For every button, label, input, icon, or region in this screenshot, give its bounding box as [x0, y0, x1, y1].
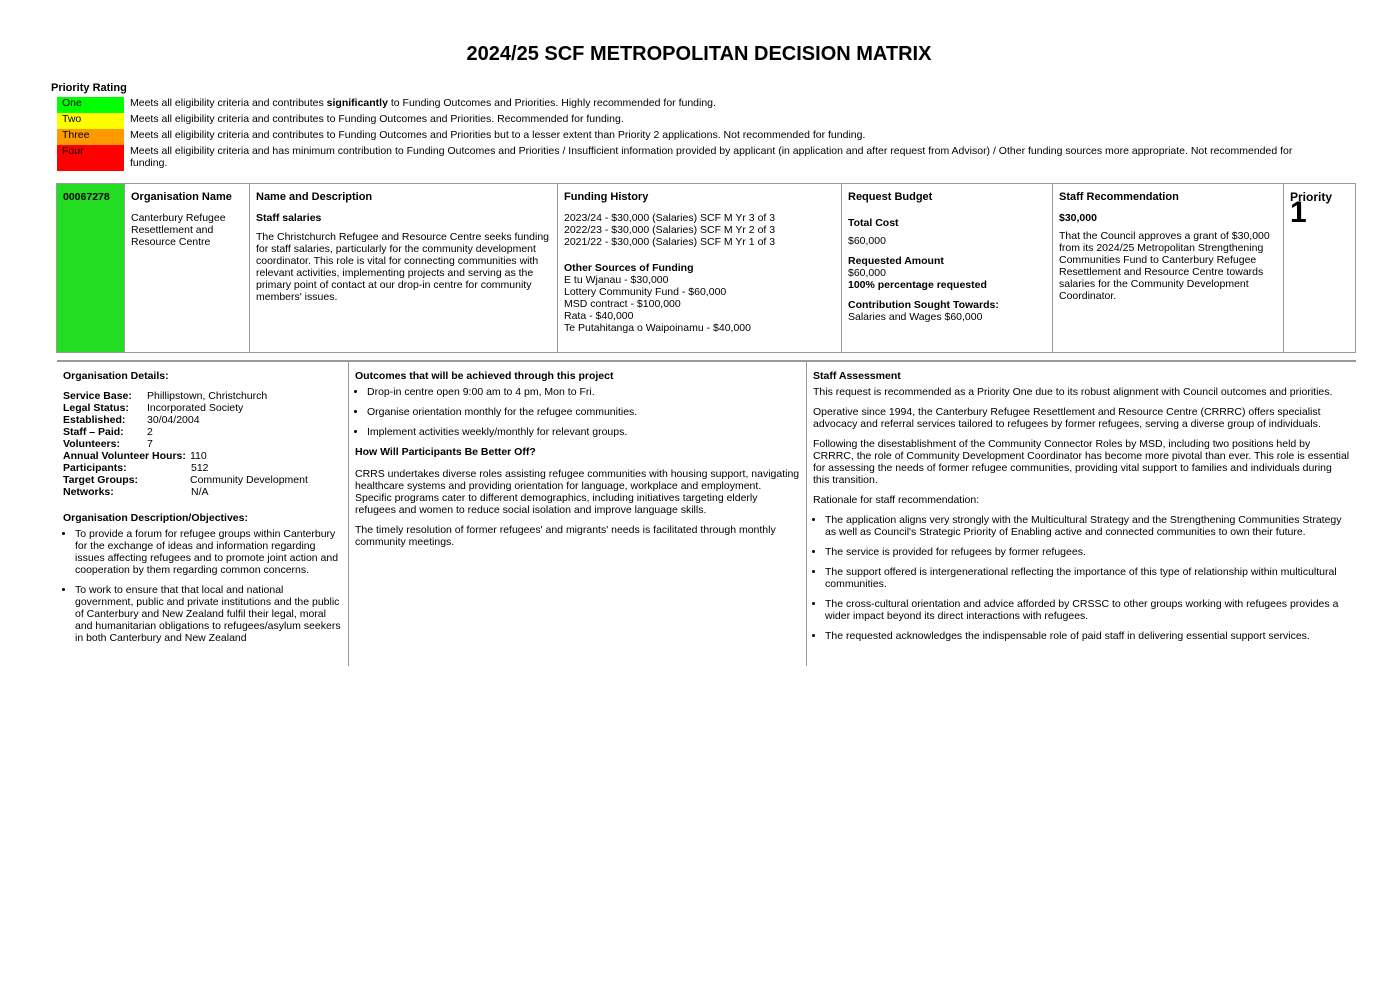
request-budget-cell	[842, 184, 1053, 353]
detail-label: Volunteers:	[63, 438, 120, 450]
detail-value: Incorporated Society	[147, 402, 244, 414]
staff-recommendation-cell	[1053, 184, 1284, 353]
objectives-list	[63, 528, 342, 644]
other-source-item: Te Putahitanga o Waipoinamu - $40,000	[564, 322, 751, 334]
detail-value: Community Development	[190, 474, 308, 486]
detail-label: Staff – Paid:	[63, 426, 124, 438]
recommendation-text: That the Council approves a grant of $30,000 from its 2024/25 Metropolitan Strengthening Communities Fund to Canterbury Refugee Resettlement and Resource Centre towards salaries for the Community Development Coordinator.	[1059, 230, 1270, 302]
requested-amount-label: Requested Amount	[848, 255, 944, 267]
detail-value: 2	[147, 426, 153, 438]
description-text: Meets all eligibility criteria and contributes to Funding Outcomes and Priorities but to a lesser extent than Priority 2 applications. Not recommended for funding.	[130, 129, 866, 141]
objective-item: • To provide a forum for refugee groups within Canterbury for the exchange of ideas and information regarding issues affecting refugees and to promote joint action and cooperation by them regarding common concerns.	[75, 528, 342, 576]
other-sources-heading: Other Sources of Funding	[564, 262, 694, 274]
application-row	[56, 183, 1356, 353]
name-description-cell	[250, 184, 558, 353]
priority-rating-legend	[57, 97, 1317, 171]
assessment-bullet: • The support offered is intergenerational reflecting the importance of this type of relationship within multicultural communities.	[825, 566, 1350, 590]
priority-value: 1	[1290, 196, 1307, 229]
detail-label: Participants:	[63, 462, 127, 474]
other-sources-list	[564, 274, 835, 334]
detail-value: N/A	[191, 486, 209, 498]
detail-value: Phillipstown, Christchurch	[147, 390, 268, 402]
funding-history-heading: Funding History	[564, 191, 649, 203]
outcomes-list	[355, 386, 800, 438]
organisation-detail-row	[63, 474, 342, 486]
assessment-bullet: • The cross-cultural orientation and advice afforded by CRSSC to other groups working with refugees provides a wider impact beyond its direct interactions with refugees.	[825, 598, 1350, 622]
priority-level-swatch: One	[57, 97, 127, 113]
detail-label: Networks:	[63, 486, 114, 498]
assessment-paragraph: Rationale for staff recommendation:	[813, 494, 980, 506]
detail-label: Annual Volunteer Hours:	[63, 450, 186, 462]
detail-value: 30/04/2004	[147, 414, 200, 426]
name-description-heading: Name and Description	[256, 191, 373, 203]
organisation-detail-row	[63, 414, 342, 426]
funding-history-item: 2021/22 - $30,000 (Salaries) SCF M Yr 1 of 3	[564, 236, 776, 248]
outcomes-column	[349, 362, 807, 666]
contribution-label: Contribution Sought Towards:	[848, 299, 999, 311]
other-source-item: Rata - $40,000	[564, 310, 634, 322]
detail-label: Established:	[63, 414, 126, 426]
assessment-bullet: • The requested acknowledges the indispensable role of paid staff in delivering essential support services.	[825, 630, 1350, 642]
priority-level-swatch: Three	[57, 129, 127, 145]
priority-level-description	[127, 145, 1317, 171]
organisation-detail-row	[63, 450, 342, 462]
organisation-detail-row	[63, 438, 342, 450]
priority-heading: Priority	[1290, 190, 1333, 204]
better-off-text	[355, 468, 800, 548]
assessment-paragraphs	[813, 386, 1350, 506]
organisation-details-heading: Organisation Details:	[63, 370, 169, 382]
recommendation-amount: $30,000	[1059, 212, 1097, 224]
better-off-paragraph: CRRS undertakes diverse roles assisting refugee communities with housing support, navigating healthcare systems and providing orientation for language, workplace and employment. Specific programs cater to different demographics, including initiatives targeting elderly refugees and women to reduce social isolation and improve language skills.	[355, 468, 800, 516]
better-off-paragraph: The timely resolution of former refugees' and migrants' needs is facilitated through monthly community meetings.	[355, 524, 776, 548]
priority-cell	[1284, 184, 1356, 353]
assessment-paragraph: This request is recommended as a Priority One due to its robust alignment with Council outcomes and priorities.	[813, 386, 1333, 398]
priority-level-row	[57, 129, 1317, 145]
outcome-item: • Organise orientation monthly for the refugee communities.	[367, 406, 800, 418]
funding-history-list	[564, 212, 835, 248]
funding-history-item: 2022/23 - $30,000 (Salaries) SCF M Yr 2 of 3	[564, 224, 776, 236]
priority-level-description	[127, 97, 1317, 113]
project-name: Staff salaries	[256, 212, 322, 224]
staff-assessment-column	[807, 362, 1356, 666]
detail-value: 7	[147, 438, 153, 450]
outcome-item: • Implement activities weekly/monthly for relevant groups.	[367, 426, 800, 438]
detail-value: 110	[190, 450, 207, 462]
priority-level-row	[57, 97, 1317, 113]
organisation-name: Canterbury Refugee Resettlement and Resource Centre	[131, 212, 226, 248]
other-source-item: E tu Wjanau - $30,000	[564, 274, 669, 286]
description-text: to Funding Outcomes and Priorities. Highly recommended for funding.	[387, 97, 716, 109]
priority-level-description	[127, 129, 1317, 145]
assessment-paragraph: Following the disestablishment of the Community Connector Roles by MSD, including two positions held by CRRRC, the role of Community Development Coordinator has become more pivotal than ever. This role is essential for assessing the needs of former refugee communities, providing vital support to families and individuals during this transition.	[813, 438, 1350, 486]
organisation-name-cell	[125, 184, 250, 353]
detail-label: Service Base:	[63, 390, 132, 402]
priority-level-row	[57, 113, 1317, 129]
organisation-detail-row	[63, 462, 342, 474]
outcome-item: • Drop-in centre open 9:00 am to 4 pm, Mon to Fri.	[367, 386, 800, 398]
request-budget-heading: Request Budget	[848, 191, 933, 203]
assessment-bullet: • The application aligns very strongly with the Multicultural Strategy and the Strengthening Communities Strategy as well as Council's Strategic Priority of Enabling active and connected communities to own their future.	[825, 514, 1350, 538]
description-text: Meets all eligibility criteria and contributes to Funding Outcomes and Priorities. Recommended for funding.	[130, 113, 624, 125]
description-text: Meets all eligibility criteria and has minimum contribution to Funding Outcomes and Priorities / Insufficient information provided by applicant (in application and after request from Advisor) / Other funding sources more appropriate. Not recommended for funding.	[130, 145, 1293, 169]
priority-level-description	[127, 113, 1317, 129]
percentage-requested: 100% percentage requested	[848, 279, 987, 291]
contribution-value: Salaries and Wages $60,000	[848, 311, 983, 323]
staff-recommendation-heading: Staff Recommendation	[1059, 191, 1179, 203]
other-source-item: MSD contract - $100,000	[564, 298, 681, 310]
organisation-name-heading: Organisation Name	[131, 191, 232, 203]
priority-level-swatch: Two	[57, 113, 127, 129]
organisation-detail-row	[63, 402, 342, 414]
assessment-bullets	[813, 514, 1350, 642]
total-cost-label: Total Cost	[848, 217, 899, 229]
staff-assessment-heading: Staff Assessment	[813, 370, 901, 382]
objectives-heading: Organisation Description/Objectives:	[63, 512, 248, 524]
priority-rating-heading: Priority Rating	[51, 82, 127, 94]
total-cost-value: $60,000	[848, 235, 886, 247]
detail-value: 512	[191, 462, 209, 474]
detail-label: Legal Status:	[63, 402, 129, 414]
detail-label: Target Groups:	[63, 474, 139, 486]
priority-level-row	[57, 145, 1317, 171]
organisation-details-column	[57, 362, 349, 666]
other-source-item: Lottery Community Fund - $60,000	[564, 286, 727, 298]
project-description: The Christchurch Refugee and Resource Centre seeks funding for staff salaries, particularly for the community development coordinator. This role is vital for connecting communities with relevant activities, implementing projects and serving as the primary point of contact at our drop-in centre for community members' issues.	[256, 231, 549, 303]
objective-item: • To work to ensure that that local and national government, public and private institutions and the public of Canterbury and New Zealand fulfil their legal, moral and humanitarian obligations to refugees/asylum seekers in both Canterbury and New Zealand	[75, 584, 342, 644]
organisation-detail-row	[63, 390, 342, 402]
funding-history-cell	[558, 184, 842, 353]
better-off-heading: How Will Participants Be Better Off?	[355, 446, 536, 458]
funding-history-item: 2023/24 - $30,000 (Salaries) SCF M Yr 3 of 3	[564, 212, 776, 224]
page-title: 2024/25 SCF METROPOLITAN DECISION MATRIX	[466, 43, 932, 65]
assessment-paragraph: Operative since 1994, the Canterbury Refugee Resettlement and Resource Centre (CRRRC) offers specialist advocacy and referral services tailored to refugees by former refugees, serving a diverse group of individuals.	[813, 406, 1321, 430]
description-text: Meets all eligibility criteria and contributes	[130, 97, 327, 109]
organisation-details-list	[63, 390, 342, 498]
outcomes-heading: Outcomes that will be achieved through this project	[355, 370, 614, 382]
organisation-detail-row	[63, 486, 342, 498]
description-emphasis: significantly	[326, 97, 388, 109]
details-section	[57, 360, 1356, 666]
requested-amount-value: $60,000	[848, 267, 886, 279]
assessment-bullet: • The service is provided for refugees by former refugees.	[825, 546, 1350, 558]
priority-level-swatch: Four	[57, 145, 127, 171]
organisation-detail-row	[63, 426, 342, 438]
application-id: 00067278	[57, 184, 125, 353]
